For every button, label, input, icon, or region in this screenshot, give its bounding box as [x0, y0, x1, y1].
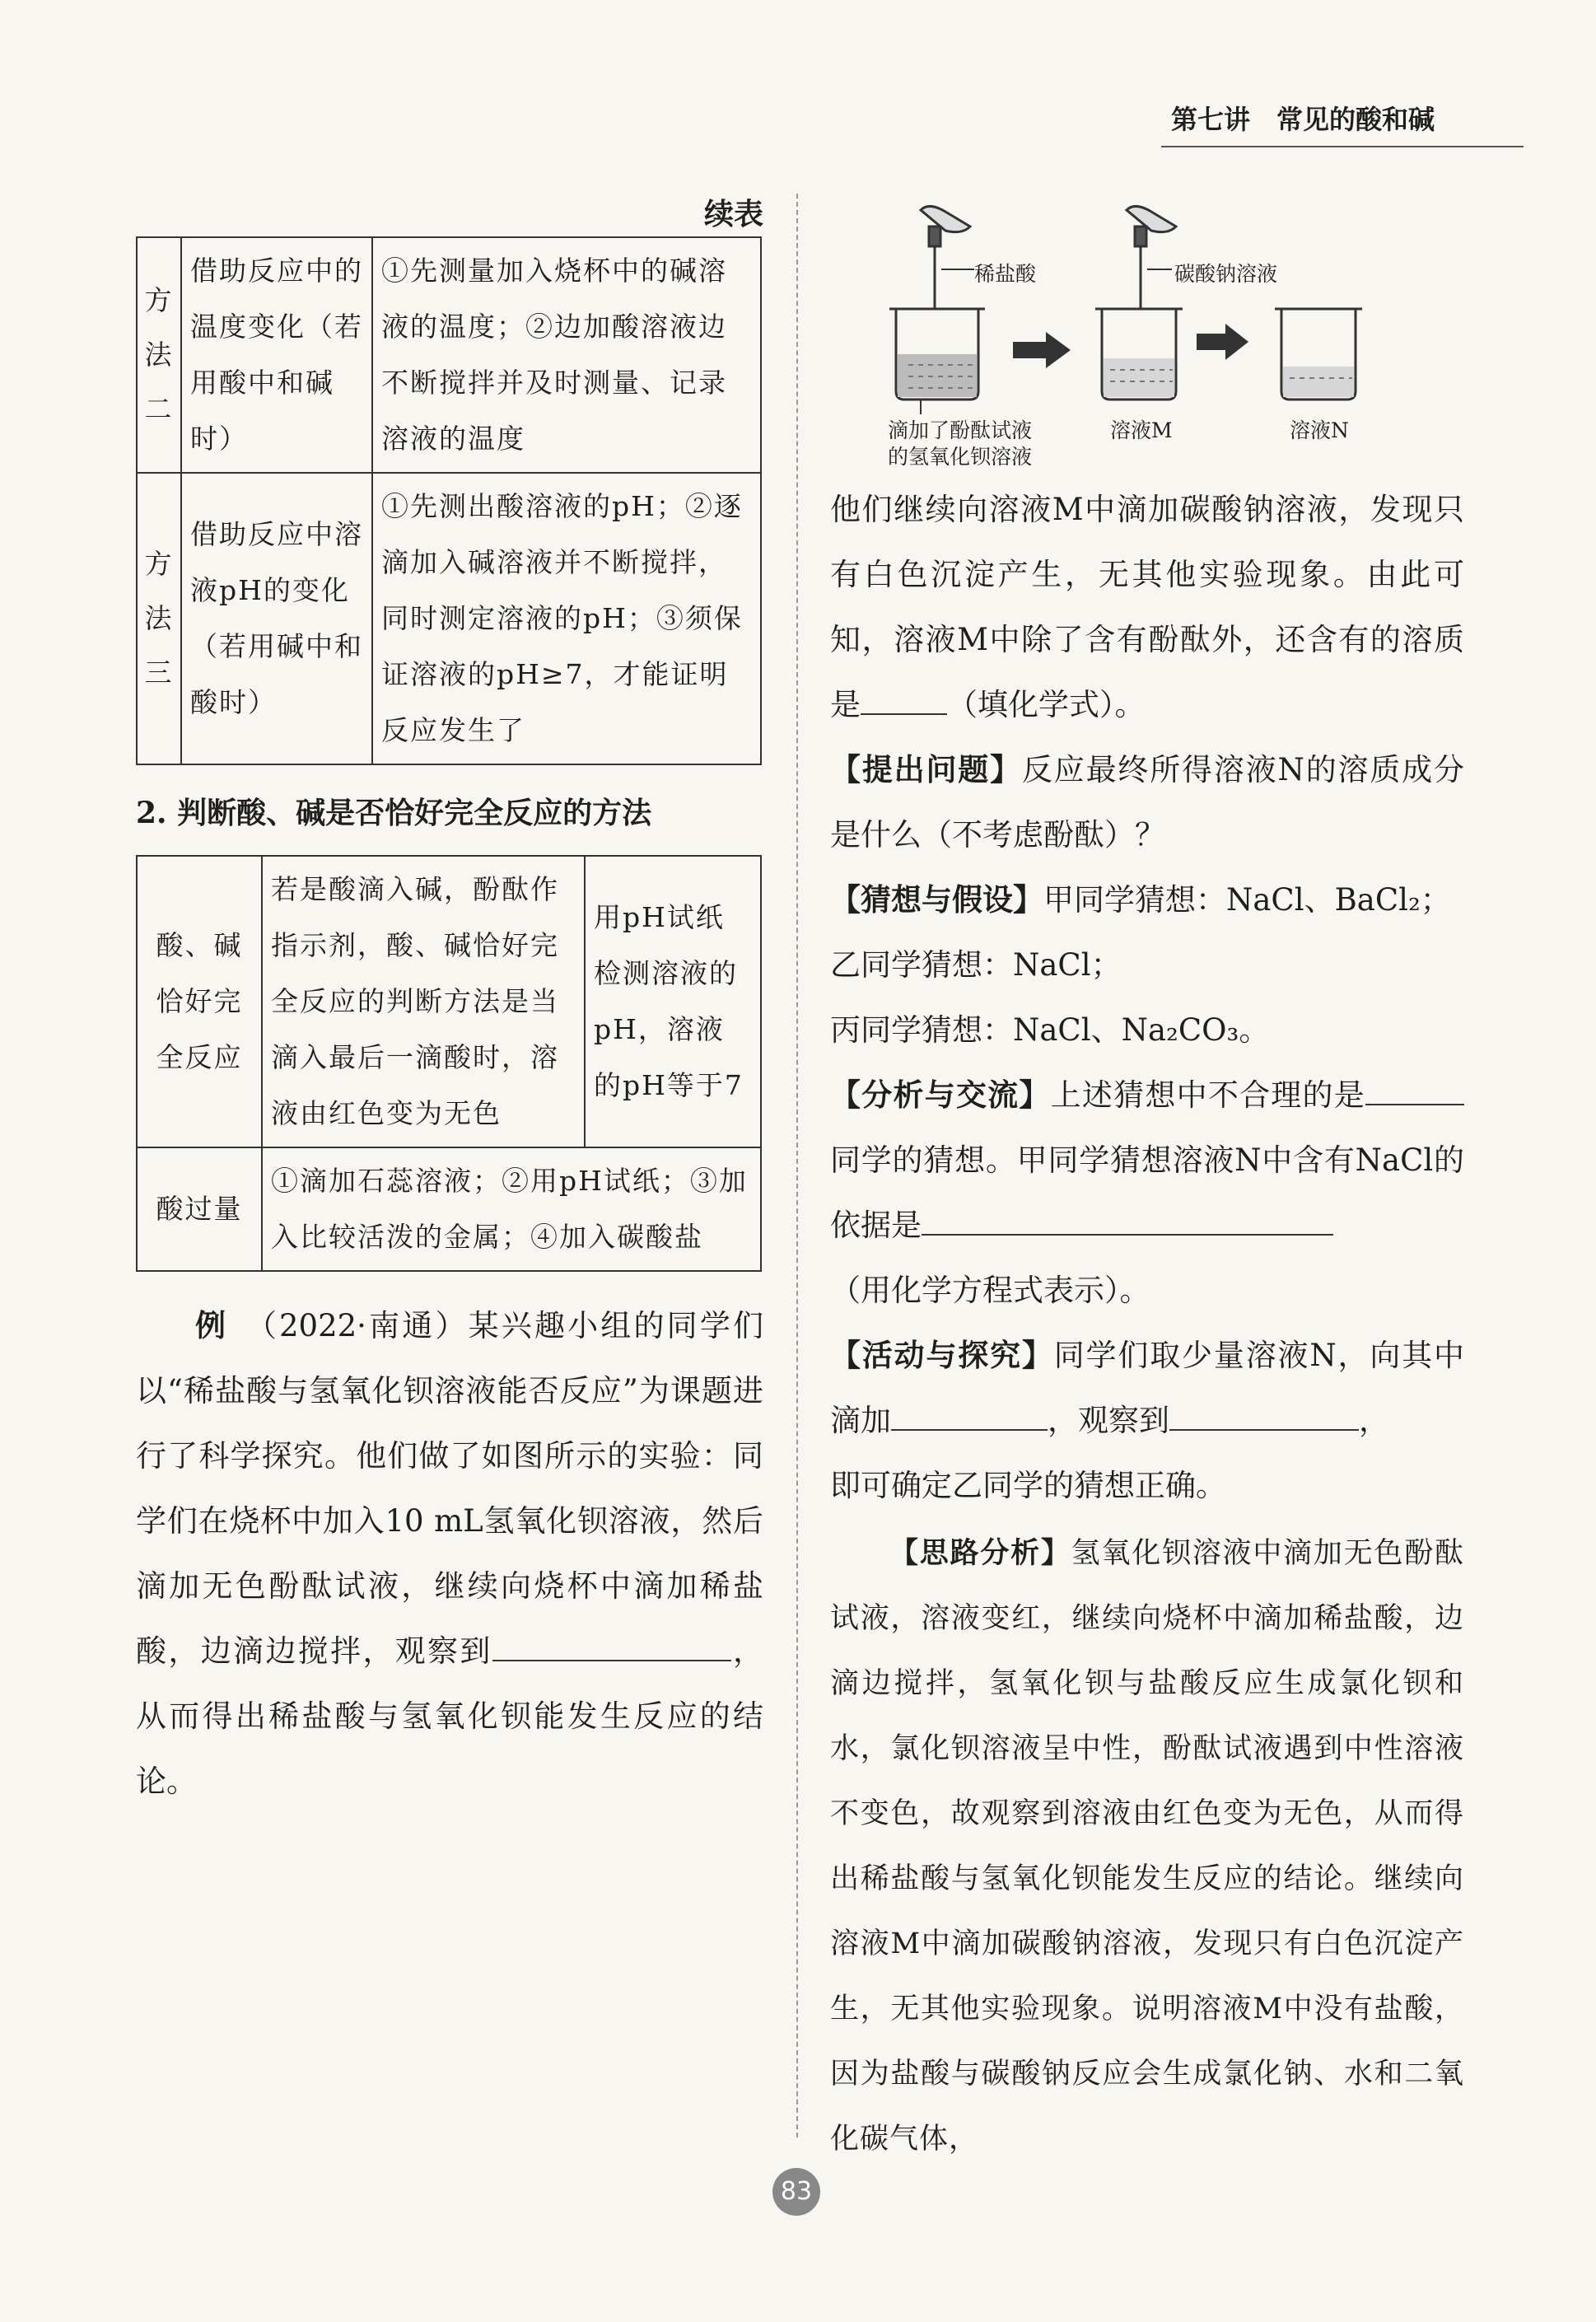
- answer-blank[interactable]: [1365, 1071, 1464, 1105]
- principle-cell: 借助反应中的温度变化（若用酸中和碱时）: [181, 237, 372, 473]
- hypothesis-tag: 【猜想与假设】: [830, 882, 1043, 918]
- experiment-figure: [830, 194, 1464, 474]
- arrow-icon: [1013, 332, 1071, 368]
- excess-acid-cell: ①滴加石蕊溶液；②用pH试纸；③加入比较活泼的金属；④加入碳酸盐: [262, 1147, 761, 1271]
- method-label: 方法二: [144, 284, 174, 425]
- label-hcl: 稀盐酸: [974, 262, 1037, 286]
- dropper-hcl-icon: [921, 206, 970, 309]
- principle-cell: 借助反应中溶液pH的变化（若用碱中和酸时）: [181, 473, 372, 764]
- continued-label: 续表: [703, 198, 763, 231]
- steps-cell: ①先测量加入烧杯中的碱溶液的温度；②边加酸溶液边不断搅拌并及时测量、记录溶液的温度: [372, 237, 761, 473]
- activity-paragraph: 【活动与探究】同学们取少量溶液N，向其中滴加 ，观察到 ， 即可确定乙同学的猜想正确。: [830, 1338, 1465, 1503]
- table-row: [137, 856, 761, 1147]
- page-header: [1161, 95, 1524, 147]
- example-tag: 例: [195, 1308, 229, 1343]
- table-row: [137, 1147, 761, 1271]
- answer-blank[interactable]: [891, 1396, 1048, 1431]
- hypothesis-line: 乙同学猜想：NaCl；: [830, 947, 1122, 983]
- row-label: 酸、碱恰好完全反应: [137, 856, 262, 1147]
- arrow-icon: [1197, 324, 1248, 360]
- dropper-na2co3-icon: [1127, 206, 1176, 309]
- method-table: [136, 236, 762, 765]
- label-solution-m: 溶液M: [1110, 418, 1173, 442]
- header-title: 第七讲 常见的酸和碱: [1171, 104, 1435, 135]
- section-2-title: 2. 判断酸、碱是否恰好完全反应的方法: [136, 796, 652, 830]
- steps-cell: ①先测出酸溶液的pH；②逐滴加入碱溶液并不断搅拌，同时测定溶液的pH；③须保证溶液的pH≥7，才能证明反应发生了: [372, 473, 761, 764]
- analysis-exchange-tag: 【分析与交流】: [830, 1077, 1051, 1113]
- answer-blank[interactable]: [674, 1627, 731, 1661]
- label-na2co3: 碳酸钠溶液: [1174, 262, 1278, 286]
- ph-cell: 用pH试纸检测溶液的pH，溶液的pH等于7: [585, 856, 761, 1147]
- question-paragraph: 【提出问题】反应最终所得溶液N的溶质成分是什么（不考虑酚酞）？: [830, 752, 1465, 853]
- table-row: [137, 473, 761, 764]
- reasoning-paragraph: 【思路分析】氢氧化钡溶液中滴加无色酚酞试液，溶液变红，继续向烧杯中滴加稀盐酸，边滴边搅拌，氢氧化钡与盐酸反应生成氯化钡和水，氯化钡溶液呈中性，酚酞试液遇到中性溶液不变色，故观察到溶液由红色变为无色，从而得出稀盐酸与氢氧化钡能发生反应的结论。继续向溶液M中滴加碳酸钠溶液，发现只有白色沉淀产生，无其他实验现象。说明溶液M中没有盐酸，因为盐酸与碳酸钠反应会生成氯化钠、水和二氧化碳气体，: [830, 1537, 1464, 2156]
- row-label: 酸过量: [137, 1147, 262, 1271]
- caption-line-2: 的氢氧化钡溶液: [888, 445, 1033, 469]
- hypothesis-paragraph: 【猜想与假设】甲同学猜想：NaCl、BaCl₂；: [830, 882, 1451, 918]
- example-text: ，从而得出稀盐酸与氢氧化钡能发生反应的结论。: [136, 1633, 764, 1799]
- judgement-table: [136, 855, 762, 1272]
- example-text: （2022·南通）某兴趣小组的同学们以“稀盐酸与氢氧化钡溶液能否反应”为课题进行了科学探究。他们做了如图所示的实验：同学们在烧杯中加入10 mL氢氧化钡溶液，然后滴加无色酚酞试液，继续向烧杯中滴加稀盐酸，边滴边搅拌，观察到: [136, 1308, 763, 1669]
- hypothesis-line: 丙同学猜想：NaCl、Na₂CO₃。: [830, 1012, 1270, 1048]
- answer-blank[interactable]: [861, 680, 947, 715]
- judgement-cell: 若是酸滴入碱，酚酞作指示剂，酸、碱恰好完全反应的判断方法是当滴入最后一滴酸时，溶液由红色变为无色: [262, 856, 585, 1147]
- method-label: 方法三: [144, 548, 174, 689]
- question-tag: 【提出问题】: [830, 752, 1022, 787]
- caption-line-1: 滴加了酚酞试液: [888, 418, 1033, 442]
- example-paragraph: [136, 1293, 763, 1814]
- right-column: [830, 194, 1464, 2172]
- activity-tag: 【活动与探究】: [830, 1338, 1054, 1373]
- answer-blank[interactable]: [1169, 1396, 1359, 1431]
- page-number: 83: [772, 2168, 820, 2216]
- column-divider: [796, 194, 798, 2137]
- table-row: [137, 237, 761, 473]
- para-solution-m: 他们继续向溶液M中滴加碳酸钠溶液，发现只有白色沉淀产生，无其他实验现象。由此可知，溶液M中除了含有酚酞外，还含有的溶质是 （填化学式）。: [830, 492, 1464, 722]
- label-solution-n: 溶液N: [1290, 418, 1349, 442]
- answer-blank[interactable]: [922, 1201, 1333, 1236]
- analysis-exchange-paragraph: 【分析与交流】上述猜想中不合理的是同学的猜想。甲同学猜想溶液N中含有NaCl的依据是 （用化学方程式表示）。: [830, 1063, 1464, 1323]
- reasoning-tag: 【思路分析】: [889, 1537, 1071, 1570]
- left-column: [136, 194, 763, 1814]
- answer-blank[interactable]: [492, 1627, 674, 1661]
